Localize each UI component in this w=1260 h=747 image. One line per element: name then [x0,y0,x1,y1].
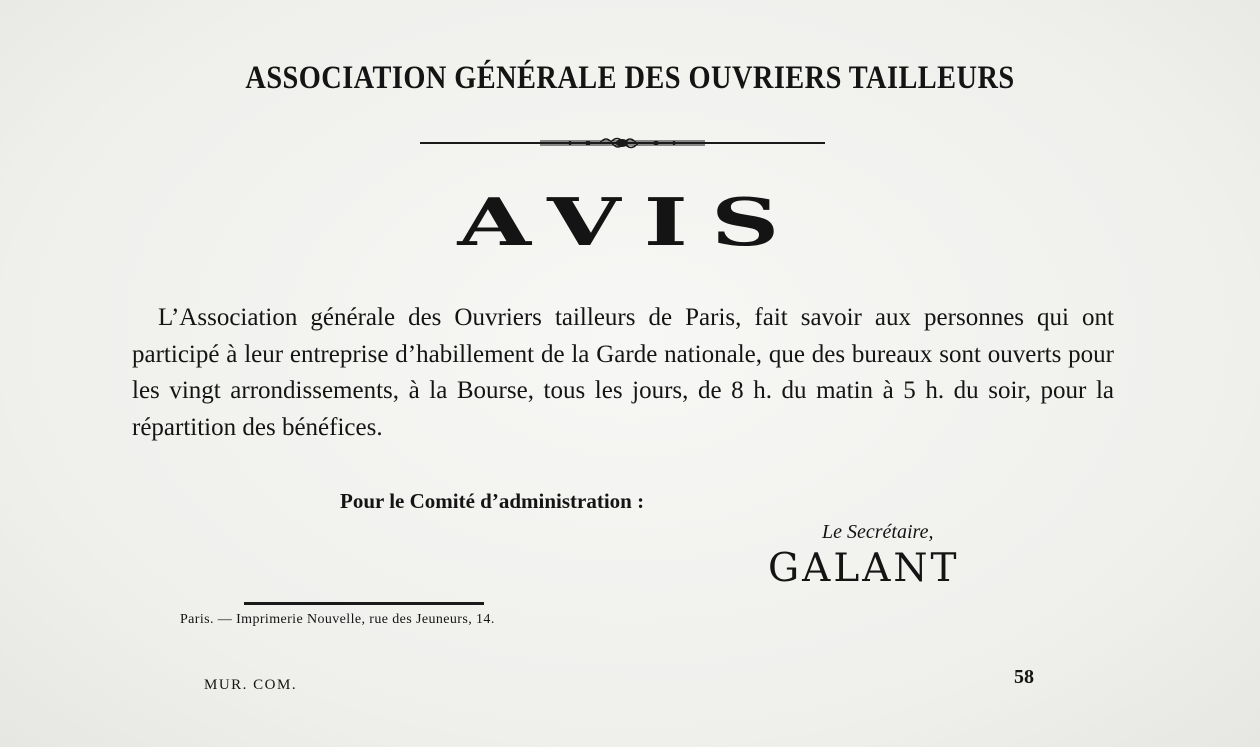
archive-code: MUR. COM. [204,677,298,693]
page-number: 58 [1014,666,1034,688]
notice-body: L’Association générale des Ouvriers tailleurs de Paris, fait savoir aux personnes qui ont participé à leur entreprise d’habillement de la Garde nationale, que des bureaux sont ouverts pour les vingt arrondissements, à la Bourse, tous les jours, de 8 h. du matin à 5 h. du soir, pour la répartition des bénéfices. [132,304,1114,441]
signatory-title: Le Secrétaire, [822,521,934,543]
printer-imprint: Paris. — Imprimerie Nouvelle, rue des Jeuneurs, 14. [180,612,495,627]
footer-rule [244,602,484,605]
association-heading: ASSOCIATION GÉNÉRALE DES OUVRIERS TAILLEURS [245,60,1015,96]
ornament-divider-icon [420,133,825,153]
notice-title: AVIS [457,185,803,261]
signatory-name: GALANT [768,546,960,591]
committee-line: Pour le Comité d’administration : [340,489,645,513]
